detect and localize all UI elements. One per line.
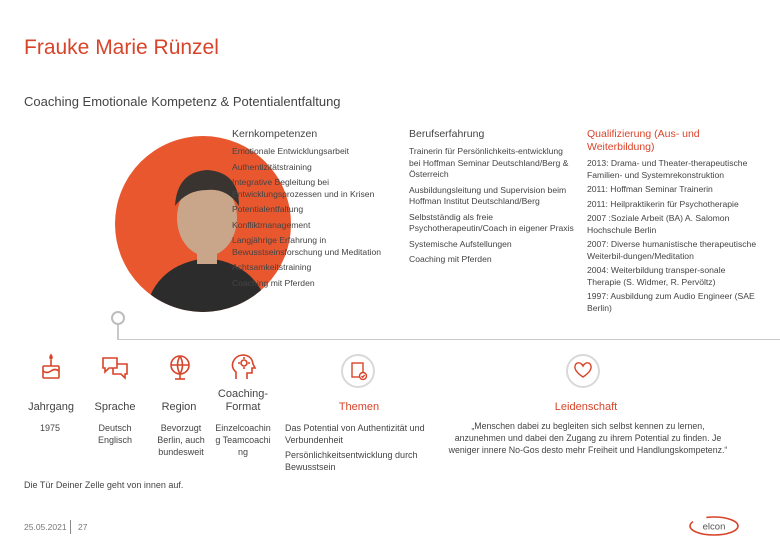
list-item: Ausbildungsleitung und Supervision beim Hoffman Institut Deutschland/Berg xyxy=(409,184,567,206)
list-item: Integrative Begleitung bei Entwicklungsprozessen und in Krisen xyxy=(232,177,375,199)
themen-label: Themen xyxy=(338,401,380,413)
motto-text: Die Tür Deiner Zelle geht von innen auf. xyxy=(24,480,184,490)
sprache-label: Sprache xyxy=(94,401,136,413)
footer-separator xyxy=(70,520,71,534)
hand-heart-icon xyxy=(566,354,600,388)
list-item: Potentialentfaltung xyxy=(232,204,304,214)
divider xyxy=(118,339,780,340)
list-item: 2013: Drama- und Theater-therapeutische Familien- und Systemrekonstruktion xyxy=(587,158,748,180)
format-value: Einzelcoaching Teamcoaching xyxy=(215,423,271,457)
list-item: Systemische Aufstellungen xyxy=(409,238,512,249)
connector-dot xyxy=(111,311,125,325)
list-item: Coaching mit Pferden xyxy=(409,254,492,264)
jahrgang-label: Jahrgang xyxy=(28,401,74,413)
berufserfahrung-list xyxy=(409,146,574,270)
region-label: Region xyxy=(161,401,197,413)
head-gear-icon xyxy=(228,352,258,382)
kernkompetenzen-heading: Kernkompetenzen xyxy=(232,128,318,140)
logo-text: elcon xyxy=(702,521,726,533)
list-item: Konfliktmanagement xyxy=(232,219,311,230)
footer-date: 25.05.2021 xyxy=(24,522,67,532)
elcon-logo xyxy=(688,515,740,537)
leidenschaft-quote: „Menschen dabei zu begleiten sich selbst kennen zu lernen, anzunehmen und dabei den Zugang zu ihrem Potential zu finden. Je weniger innere No-Gos desto mehr Freiheit und Handlungskompetenz.“ xyxy=(448,421,728,455)
list-item: Authentizitätstraining xyxy=(232,161,312,172)
region-value: Bevorzugt Berlin, auch bundesweit xyxy=(157,423,205,457)
list-item: Emotionale Entwicklungsarbeit xyxy=(232,146,350,156)
list-item: 2007 :Soziale Arbeit (BA) A. Salomon Hochschule Berlin xyxy=(587,213,730,235)
list-item: Langjährige Erfahrung in Bewusstseinsforschung und Meditation xyxy=(232,235,382,257)
cake-icon xyxy=(36,352,66,382)
list-item: 2011: Heilpraktikerin für Psychotherapie xyxy=(587,198,739,209)
globe-icon xyxy=(165,352,195,382)
page-number: 27 xyxy=(78,522,88,532)
qualifizierung-list xyxy=(587,158,759,317)
themen-value-2: Persönlichkeitsentwicklung durch Bewusstsein xyxy=(285,450,418,472)
list-item: Achtsamkeitstraining xyxy=(232,262,312,272)
list-item: Selbstständig als freie Psychotherapeutin/Coach in eigener Praxis xyxy=(409,211,574,233)
sprache-value: Deutsch Englisch xyxy=(97,423,133,445)
list-item: 2004: Weiterbildung transper-sonale Therapie (S. Widmer, R. Pervöltz) xyxy=(587,265,726,287)
document-check-icon xyxy=(341,354,375,388)
page-title: Frauke Marie Rünzel xyxy=(24,36,219,59)
leidenschaft-label: Leidenschaft xyxy=(554,401,618,413)
format-label: Coaching-Format xyxy=(217,388,269,413)
list-item: Coaching mit Pferden xyxy=(232,277,315,288)
jahrgang-value: 1975 xyxy=(39,423,61,433)
berufserfahrung-heading: Berufserfahrung xyxy=(409,128,485,140)
kernkompetenzen-list xyxy=(232,146,404,293)
speech-bubbles-icon xyxy=(100,354,130,384)
qualifizierung-heading: Qualifizierung (Aus- und Weiterbildung) xyxy=(587,128,700,153)
themen-value-1: Das Potential von Authentizität und Verbundenheit xyxy=(285,423,425,445)
page-subtitle: Coaching Emotionale Kompetenz & Potentialentfaltung xyxy=(24,94,341,109)
list-item: 2007: Diverse humanistische therapeutische Weiterbil-dungen/Meditation xyxy=(587,239,757,261)
list-item: Trainerin für Persönlichkeits-entwicklung bei Hoffman Seminar Deutschland/Berg & Österreich xyxy=(409,146,569,179)
list-item: 2011: Hoffman Seminar Trainerin xyxy=(587,184,713,194)
list-item: 1997: Ausbildung zum Audio Engineer (SAE Berlin) xyxy=(587,291,755,313)
